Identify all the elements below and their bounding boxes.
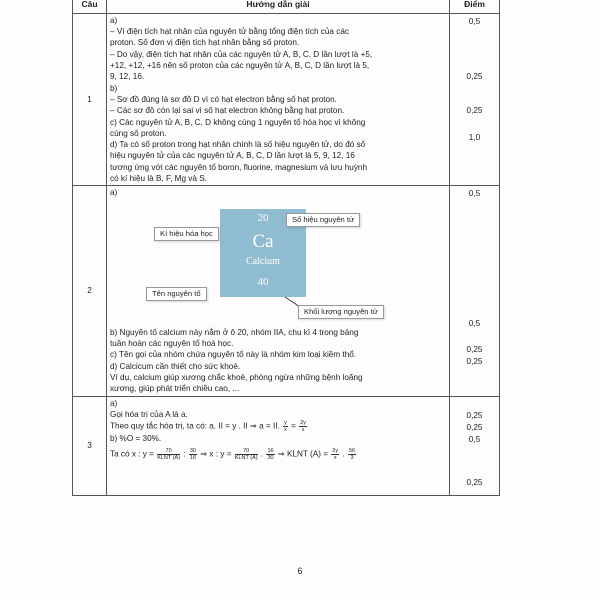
points-value: 0,5 [468,16,481,26]
question-3-solution [107,396,450,495]
q1-line: tương ứng với các nguyên tố boron, fluorine, magnesium và lưu huỳnh [110,162,368,172]
points-value: 0,5 [468,189,481,199]
points-value: 1,0 [468,132,481,142]
table-header-row [73,0,500,13]
fraction: $\frac{16}{30}$ [267,447,274,461]
dot-sign: . [260,449,264,459]
q1-line: b) [110,83,118,93]
q1-line: a) [110,15,118,25]
tile-name: Calcium [246,255,280,267]
q3-line [110,420,446,433]
tile-atomic-number: 20 [257,211,269,224]
equals-sign: = [291,421,296,431]
q3-formula-text: Theo quy tắc hóa trị, ta có: a. II = y . II ⇒ a = II. [110,421,280,431]
q1-line: – Các sơ đồ còn lại sai vì số hạt electron không bằng hạt proton. [110,106,345,116]
fraction: $\frac{56}{3}$ [348,447,356,461]
tile-symbol: Ca [252,230,274,252]
points-value: 0,25 [466,105,483,115]
q1-line: cùng số proton. [110,128,167,138]
points-value: 0,25 [466,71,483,81]
fraction: $\frac{30}{16}$ [189,447,196,461]
question-1-row [73,13,500,186]
points-value: 0,5 [468,434,481,444]
callout-mass: Khối lượng nguyên tử [298,305,384,319]
fraction: $\frac{70}{\text{KLNT (A)}}$ [157,447,181,461]
question-2-row [73,186,500,396]
fraction: $\frac{2y}{x}$ [300,420,306,434]
points-value: 0,25 [466,345,483,355]
callout-symbol: Kí hiệu hóa học [154,227,219,241]
q1-line: có kí hiệu là B, F, Mg và S. [110,174,207,184]
q3-formula-text: Ta có x : y = [110,449,154,459]
question-3-number: 3 [73,396,107,495]
q3-line: b) %O = 30%. [110,434,162,444]
q2-line: b) Nguyên tố calcium này nằm ở ô 20, nhóm IIA, chu kì 4 trong bảng [110,327,359,337]
q3-formula-text: ⇒ x : y = [200,449,232,459]
points-value: 0,5 [468,319,481,329]
header-solution: Hướng dẫn giải [107,0,450,13]
q3-formula-text: ⇒ KLNT (A) = [277,449,329,459]
dot-sign: . [342,449,345,459]
q1-line: – Vì điện tích hạt nhân của nguyên tử bằng tổng điện tích của các [110,27,349,37]
question-2-solution [107,186,450,396]
fraction: $\frac{y}{x}$ [284,420,287,434]
q2-line: xương, giúp phát triển chiều cao, ... [110,384,240,394]
question-3-points [450,396,500,495]
colon-sign: : [183,449,186,459]
q1-line: 9, 12, 16. [110,72,145,82]
points-value: 0,25 [466,410,483,420]
q1-line: d) Ta có số proton trong hạt nhân chính là số hiệu nguyên tử, do đó số [110,140,366,150]
header-question: Câu [73,0,107,13]
header-points: Điểm [450,0,500,13]
calcium-element-figure [110,199,446,327]
tile-mass: 40 [257,275,269,288]
question-2-points [450,186,500,396]
question-3-row [73,396,500,495]
question-1-number: 1 [73,13,107,186]
question-1-solution [107,13,450,186]
points-value: 0,25 [466,357,483,367]
question-1-points [450,13,500,186]
fraction: $\frac{2y}{x}$ [332,447,339,461]
q1-line: +12, +12, +16 nên số proton của các nguyên tử A, B, C, D lần lượt là 5, [110,60,370,70]
q1-line: proton. Số đơn vị điện tích hạt nhân bằng số proton. [110,38,300,48]
q3-line: Gọi hóa trị của A là a. [110,409,188,419]
q1-line: – Sơ đồ đúng là sơ đồ D vì có hạt electron bằng số hạt proton. [110,94,337,104]
q2-line: d) Calcicum cần thiết cho sức khoẻ. [110,361,241,371]
points-value: 0,25 [466,422,483,432]
callout-name: Tên nguyên tố [146,287,207,301]
points-value: 0,25 [466,477,483,487]
q1-line: c) Các nguyên tử A, B, C, D không cùng 1 nguyên tố hóa học vì không [110,117,366,127]
callout-atomic-number: Số hiệu nguyên tử [286,213,360,227]
answer-table [72,0,500,496]
q2-line: Ví dụ, calcium giúp xương chắc khoẻ, phòng ngừa những bệnh loãng [110,372,363,382]
q2-part-a: a) [110,188,118,198]
q1-line: – Do vậy, điện tích hạt nhân của các nguyên tử A, B, C, D lần lượt là +5, [110,49,373,59]
fraction: $\frac{70}{\text{KLNT (A)}}$ [234,447,258,461]
q2-line: c) Tên gọi của nhóm chứa nguyên tố này là nhóm kim loại kiềm thổ. [110,350,357,360]
q3-line [110,448,446,461]
question-2-number: 2 [73,186,107,396]
page-number: 6 [297,566,303,576]
q3-line: a) [110,398,118,408]
q1-line: hiệu nguyên tử của các nguyên tử A, B, C, D lần lượt là 5, 9, 12, 16 [110,151,355,161]
q2-line: tuần hoàn các nguyên tố hoá học. [110,339,234,349]
